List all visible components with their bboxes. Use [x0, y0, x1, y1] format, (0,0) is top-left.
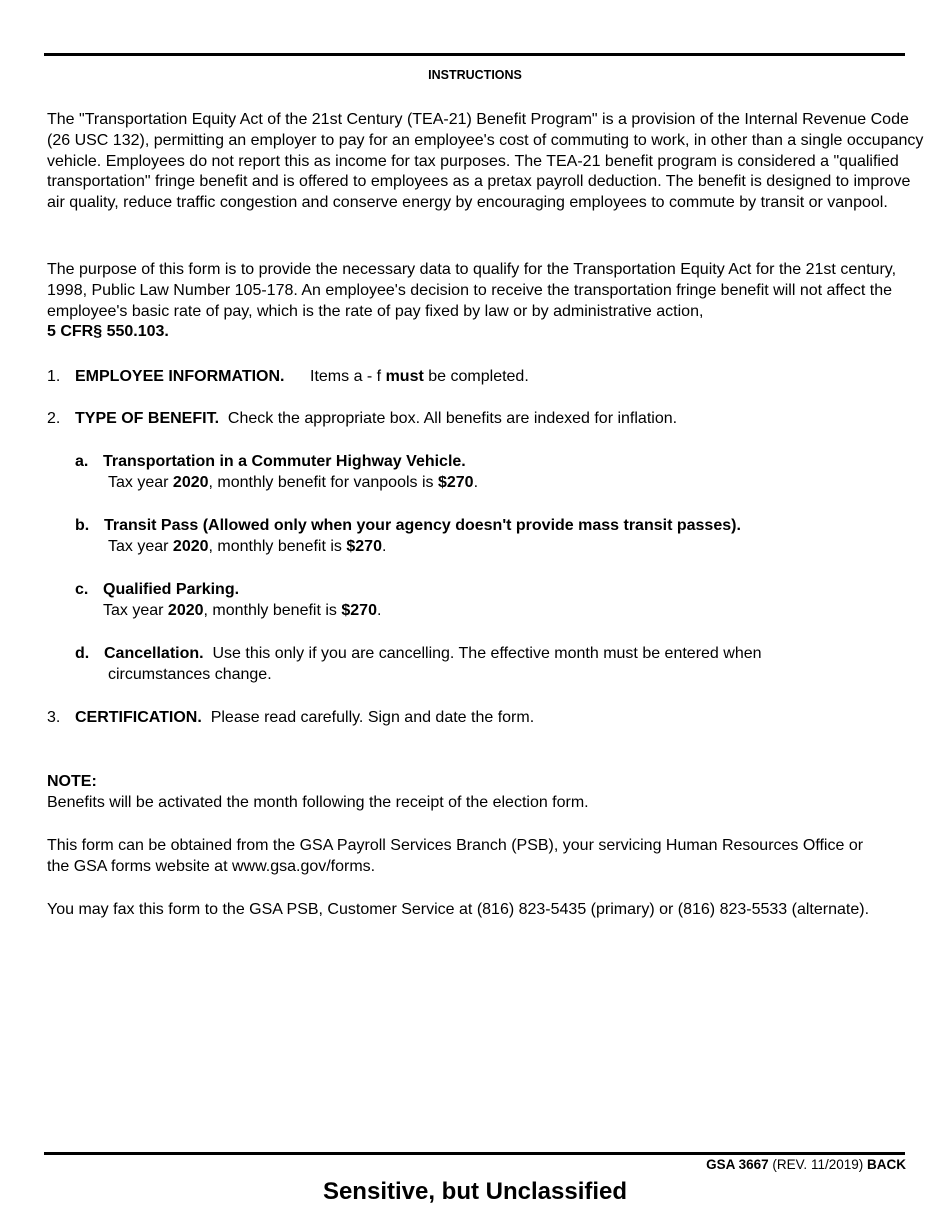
item-number: 3. [47, 709, 61, 726]
top-rule [44, 53, 905, 56]
benefit-c-detail: Tax year 2020, monthly benefit is $270. [103, 602, 382, 619]
benefit-a-detail: Tax year 2020, monthly benefit for vanpools is $270. [108, 474, 479, 491]
cfr-citation: 5 CFR§ 550.103. [47, 323, 169, 341]
benefit-c-title: Qualified Parking. [103, 581, 240, 598]
benefit-a-letter: a. [75, 453, 89, 470]
benefit-b-title: Transit Pass (Allowed only when your agency doesn't provide mass transit passes). [104, 517, 741, 534]
item-number: 1. [47, 368, 61, 385]
classification-banner: Sensitive, but Unclassified [322, 1178, 628, 1205]
item-certification [47, 708, 60, 729]
intro-paragraph-purpose [47, 260, 927, 343]
benefit-c-letter: c. [75, 581, 89, 598]
note-text: Benefits will be activated the month following the receipt of the election form. [47, 794, 589, 811]
item-number: 2. [47, 410, 61, 427]
benefit-d-letter: d. [75, 645, 90, 662]
item-title: EMPLOYEE INFORMATION. [75, 368, 285, 385]
purpose-text: The purpose of this form is to provide the necessary data to qualify for the Transportation Equity Act for the 21st century, 1998, Public Law Number 105-178. An employee's decision to receive the transportation fringe benefit will not affect the employee's basic rate of pay, which is the rate of pay fixed by law or by administrative action, [47, 261, 897, 320]
form-identifier: GSA 3667 (REV. 11/2019) BACK [706, 1157, 906, 1172]
benefit-d-detail: circumstances change. [108, 666, 272, 683]
instructions-heading: INSTRUCTIONS [428, 68, 522, 82]
item-type-of-benefit-title: TYPE OF BENEFIT. Check the appropriate box. All benefits are indexed for inflation. [75, 410, 678, 427]
benefit-d-title: Cancellation. Use this only if you are cancelling. The effective month must be entered when [104, 645, 762, 662]
intro-paragraph-tea21: The "Transportation Equity Act of the 21st Century (TEA-21) Benefit Program" is a provision of the Internal Revenue Code (26 USC 132), permitting an employer to pay for an employee's cost of commuting to work, in other than a single occupancy vehicle. Employees do not report this as income for tax purposes. The TEA-21 benefit program is considered a "qualified transportation" fringe benefit and is offered to employees as a pretax payroll deduction. The benefit is designed to improve air quality, reduce traffic congestion and conserve energy by encouraging employees to commute by transit or vanpool. [47, 111, 924, 212]
benefit-a-title: Transportation in a Commuter Highway Vehicle. [103, 453, 466, 470]
obtain-paragraph: This form can be obtained from the GSA Payroll Services Branch (PSB), your servicing Human Resources Office or the GSA forms website at www.gsa.gov/forms. [47, 837, 864, 875]
fax-paragraph: You may fax this form to the GSA PSB, Customer Service at (816) 823-5435 (primary) or (816) 823-5533 (alternate). [47, 901, 870, 918]
bottom-rule [44, 1152, 905, 1155]
item-type-of-benefit [47, 409, 60, 430]
item-certification-title: CERTIFICATION. Please read carefully. Sign and date the form. [75, 709, 535, 726]
benefit-b-letter: b. [75, 517, 90, 534]
note-label: NOTE: [47, 773, 97, 790]
item-employee-information [47, 367, 285, 388]
item-employee-information-text: Items a - f must be completed. [310, 368, 529, 385]
benefit-b-detail: Tax year 2020, monthly benefit is $270. [108, 538, 387, 555]
